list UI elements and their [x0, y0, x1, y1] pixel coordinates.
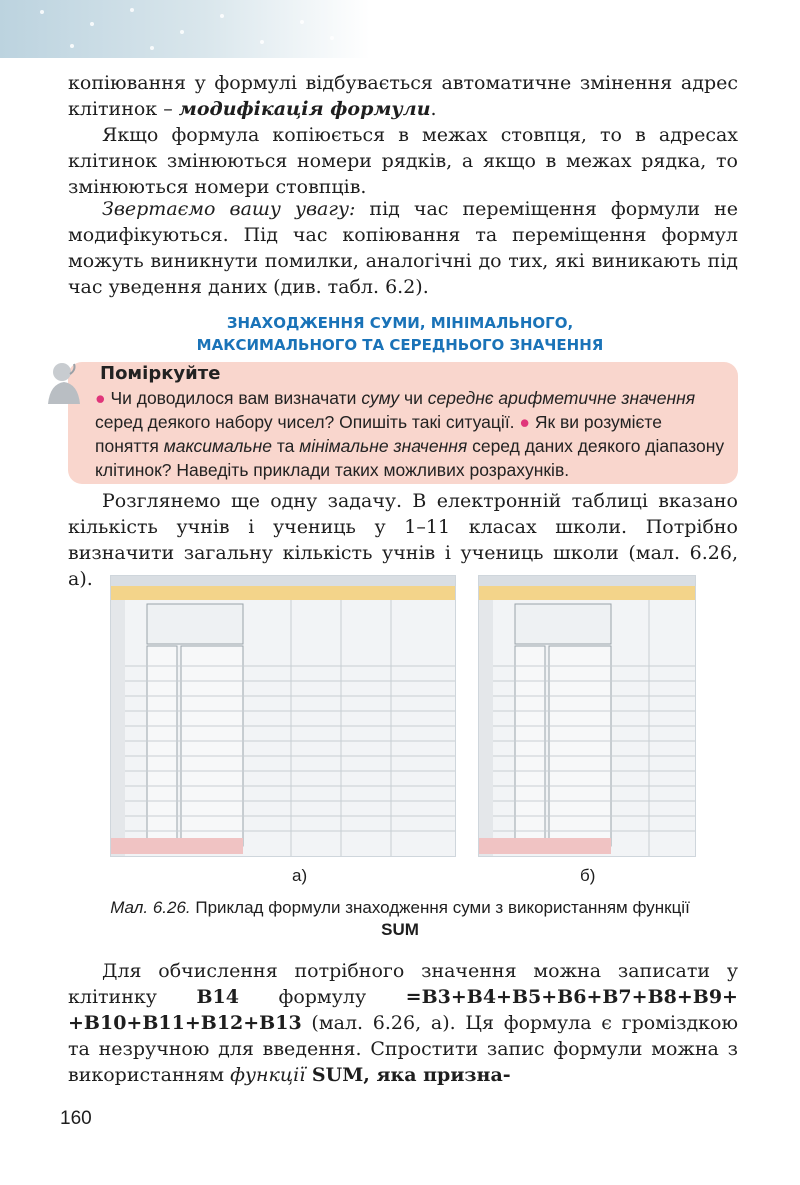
paragraph-2: Якщо формула копіюється в межах стовпця, то в адресах клітинок змінюються номери рядків, а якщо в межах рядка, то змінюються номери стовпців. — [68, 124, 738, 198]
bullet-icon: ● — [519, 412, 530, 432]
p5-sum: SUM, яка призна- — [305, 1064, 511, 1086]
figure-a-label: а) — [292, 866, 308, 885]
think-t10: серед даних деякого діапазону клітинок? Наведіть приклади таких можливих розрахунків. — [95, 436, 725, 480]
figure-caption — [90, 897, 710, 941]
p5-cell: B14 — [196, 986, 239, 1008]
p5-c: формулу — [238, 986, 406, 1008]
heading-line-1: ЗНАХОДЖЕННЯ СУМИ, МІНІМАЛЬНОГО, — [226, 314, 574, 332]
figure-a-spreadsheet — [110, 575, 456, 857]
header-decoration — [0, 0, 370, 58]
caption-sum: SUM — [381, 920, 419, 939]
thinking-figure-icon — [40, 360, 96, 408]
paragraph-4: Розглянемо ще одну задачу. В електронній таблиці вказано кількість учнів і учениць у 1–11 класах школи. Потрібно визначити загальну кількість учнів і учениць школи (мал. 6.26, а). — [68, 490, 738, 590]
think-t1: Чи доводилося вам визначати — [105, 388, 362, 408]
figure-b-spreadsheet — [478, 575, 696, 857]
paragraph-3 — [68, 196, 738, 300]
figure-b-label: б) — [580, 866, 596, 885]
p1-text: копіювання у формулі відбувається автоматичне змінення адрес клітинок – — [68, 72, 738, 120]
p3-attention: Звертаємо вашу увагу: — [102, 198, 356, 220]
p5-function: функції — [230, 1064, 306, 1086]
p1-term: модифікація формули — [178, 98, 431, 120]
heading-line-2: МАКСИМАЛЬНОГО ТА СЕРЕДНЬОГО ЗНАЧЕННЯ — [196, 336, 604, 354]
p5-formula: =B3+B4+B5+B6+B7+B8+B9+ +B10+B11+B12+B13 — [68, 986, 738, 1034]
p5-e: (мал. 6.26, а). Ця формула є громіздкою та незручною для введення. Спростити запис формули можна з використанням — [68, 1012, 738, 1086]
caption-ref: Мал. 6.26. — [110, 898, 191, 917]
think-text — [95, 386, 730, 482]
think-t8: та — [271, 436, 300, 456]
paragraph-1 — [68, 70, 738, 122]
section-heading — [120, 312, 680, 356]
think-t6: Як ви розумієте поняття — [95, 412, 662, 456]
caption-text: Приклад формули знаходження суми з використанням функції — [190, 898, 690, 917]
spreadsheet-image-b — [479, 576, 695, 856]
spreadsheet-image-a — [111, 576, 455, 856]
think-t5: серед деякого набору чисел? Опишіть такі ситуації. — [95, 412, 520, 432]
p5-a: Для обчислення потрібного значення можна записати у клітинку — [68, 960, 738, 1008]
think-t9: мінімальне значення — [299, 436, 468, 456]
think-t4: середнє арифметичне значення — [427, 388, 696, 408]
bullet-icon: ● — [95, 388, 106, 408]
think-t2: суму — [361, 388, 400, 408]
p3-text: під час переміщення формули не модифікуються. Під час копіювання та переміщення формул можуть виникнути помилки, аналогічні до тих, які виникають під час уведення даних (див. табл. 6.2). — [68, 198, 738, 298]
think-title: Поміркуйте — [100, 363, 221, 384]
think-t3: чи — [399, 388, 428, 408]
paragraph-5 — [68, 958, 738, 1088]
page-number: 160 — [60, 1108, 92, 1129]
p1-end: . — [430, 98, 437, 120]
think-t7: максимальне — [163, 436, 272, 456]
